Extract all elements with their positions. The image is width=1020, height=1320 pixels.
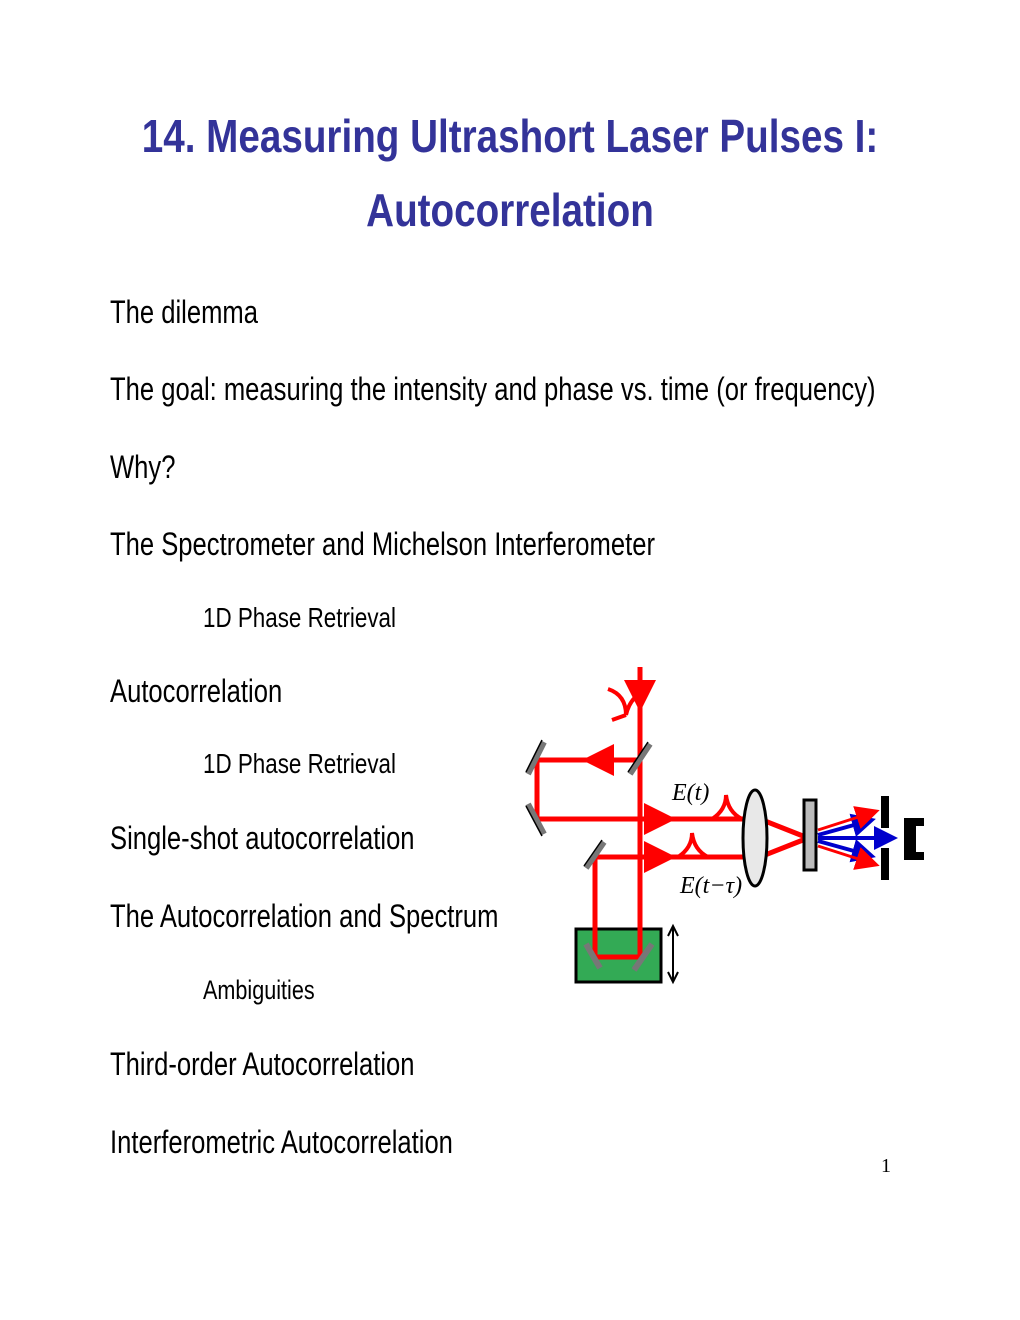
shg-crystal <box>804 800 816 870</box>
label-e-t-tau: E(t−τ) <box>680 873 743 899</box>
title-line-2: Autocorrelation <box>366 184 654 236</box>
label-e-t: E(t) <box>672 780 710 806</box>
item-autocorrelation: Autocorrelation <box>110 673 283 709</box>
pulse-e-t-icon <box>712 795 742 819</box>
item-single-shot: Single-shot autocorrelation <box>110 820 415 856</box>
pulse-e-t-tau-icon <box>678 833 708 857</box>
item-dilemma: The dilemma <box>110 294 258 330</box>
lens <box>743 790 767 886</box>
page-number: 1 <box>881 1155 891 1177</box>
item-phase-retrieval-2: 1D Phase Retrieval <box>203 748 396 779</box>
item-spectrometer: The Spectrometer and Michelson Interferometer <box>110 526 655 562</box>
item-interferometric: Interferometric Autocorrelation <box>110 1124 453 1160</box>
item-third-order: Third-order Autocorrelation <box>110 1046 415 1082</box>
stage-motion-arrow <box>668 926 678 982</box>
laser-beam <box>537 667 808 957</box>
item-why: Why? <box>110 449 176 485</box>
item-goal: The goal: measuring the intensity and phase vs. time (or frequency) <box>110 371 876 407</box>
title-line-1: 14. Measuring Ultrashort Laser Pulses I: <box>141 110 879 162</box>
detector-icon <box>912 822 924 856</box>
item-ambiguities: Ambiguities <box>203 975 315 1005</box>
item-phase-retrieval-1: 1D Phase Retrieval <box>203 602 396 633</box>
item-autocorr-spectrum: The Autocorrelation and Spectrum <box>110 898 499 934</box>
